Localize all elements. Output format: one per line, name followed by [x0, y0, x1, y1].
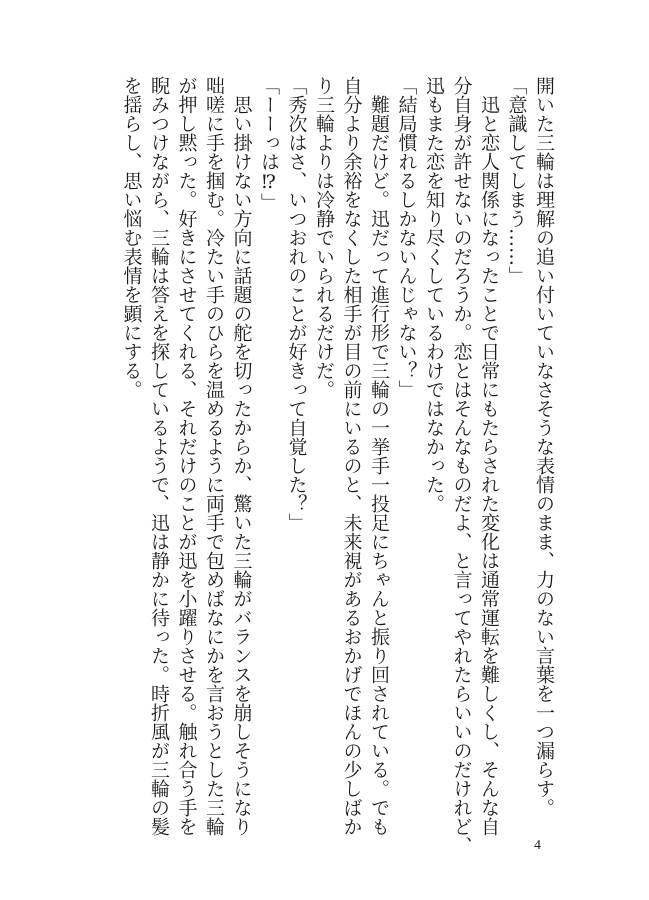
vertical-text-body	[117, 76, 557, 855]
text-line: 睨みつけながら、三輪は答えを探しているようで、迅は静かに待った。時折風が三輪の髪	[148, 76, 170, 836]
text-line: 思い掛けない方向に話題の舵を切ったからか、驚いた三輪がバランスを崩しそうになり	[230, 76, 253, 836]
text-line: 開いた三輪は理解の追い付いていなさそうな表情のまま、力のない言葉を一つ漏らす。	[533, 76, 555, 817]
text-line: が押し黙った。好きにさせてくれる、それだけのことが迅を小躍りさせる。触れ合う手を	[175, 76, 198, 836]
text-line: 「意識してしまう……」	[505, 76, 528, 285]
text-line: り三輪よりは冷静でいられるだけだ。	[313, 76, 335, 399]
text-line: を揺らし、思い悩む表情を顕にする。	[120, 76, 143, 399]
text-line: 自分より余裕をなくした相手が目の前にいるのと、未来視があるおかげでほんの少しばか	[340, 76, 363, 836]
page-number: 4	[534, 838, 541, 853]
text-line: 迅と恋人関係になったことで日常にもたらされた変化は通常運転を難しくし、そんな自	[478, 76, 500, 836]
text-line: 「秀次はさ、いつおれのことが好きって自覚した？」	[285, 76, 308, 532]
text-line: 咄嗟に手を掴む。冷たい手のひらを温めるように両手で包めばなにかを言おうとした三輪	[203, 76, 225, 836]
text-line: 「ーーっは⁉」	[258, 76, 280, 212]
text-line: 迅もまた恋を知り尽くしているわけではなかった。	[423, 76, 445, 513]
text-line: 難題だけど。迅だって進行形で三輪の一挙手一投足にちゃんと振り回されている。でも	[368, 76, 390, 836]
text-line: 「結局慣れるしかないんじゃない？」	[395, 76, 418, 399]
text-line: 分自身が許せないのだろうか。恋とはそんなものだよ、と言ってやれたらいいのだけれど、	[450, 76, 473, 855]
